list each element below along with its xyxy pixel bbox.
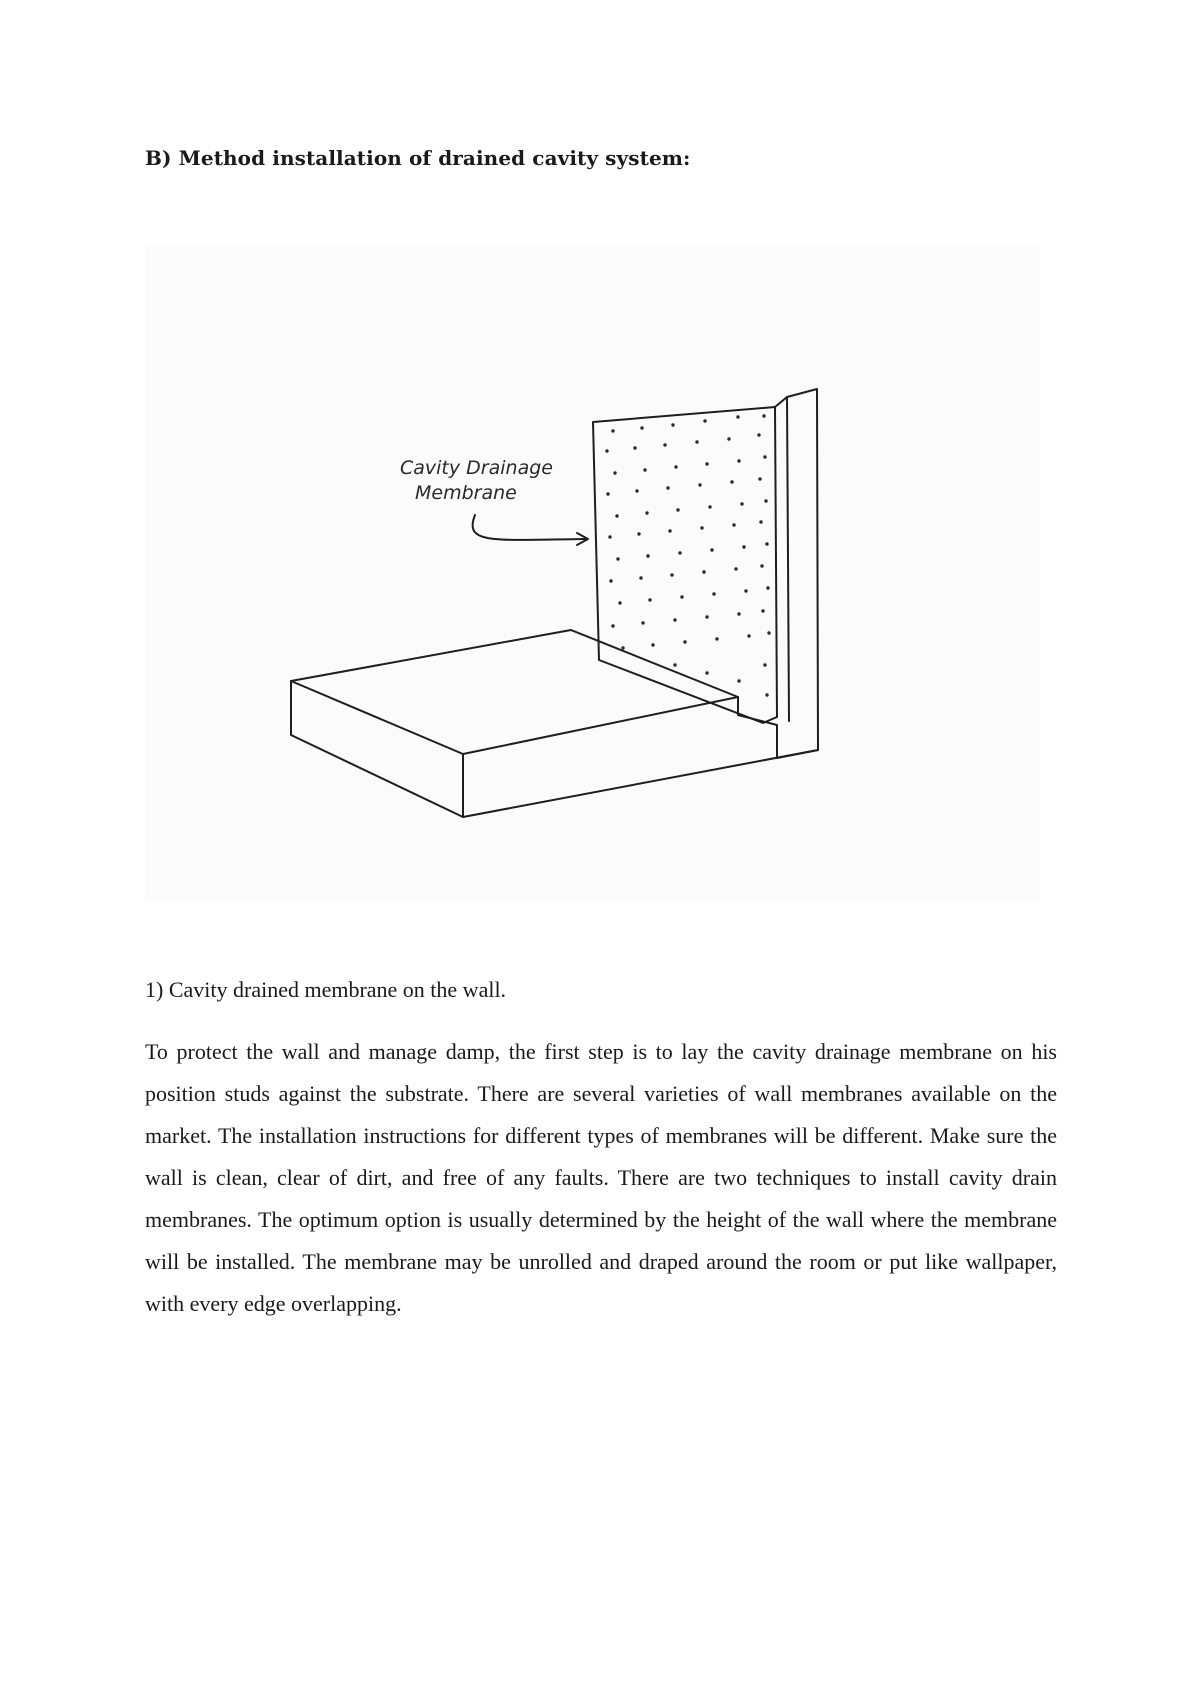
membrane-diagram-svg <box>145 245 1040 900</box>
scan-background <box>145 245 1040 900</box>
step-title: 1) Cavity drained membrane on the wall. <box>145 977 507 1002</box>
section-heading: B) Method installation of drained cavity system: <box>145 146 691 170</box>
label-line-2: Membrane <box>415 482 517 504</box>
step-paragraph: To protect the wall and manage damp, the first step is to lay the cavity drainage membrane on his position studs against the substrate. There are several varieties of wall membranes available on the market. The installation instructions for different types of membranes will be different. Make sure the wall is clean, clear of dirt, and free of any faults. There are two techniques to install cavity drain membranes. The optimum option is usually determined by the height of the wall where the membrane will be installed. The membrane may be unrolled and draped around the room or put like wallpaper, with every edge overlapping. <box>145 1039 1057 1316</box>
label-line-1: Cavity Drainage <box>400 457 553 479</box>
membrane-diagram <box>145 245 1040 900</box>
